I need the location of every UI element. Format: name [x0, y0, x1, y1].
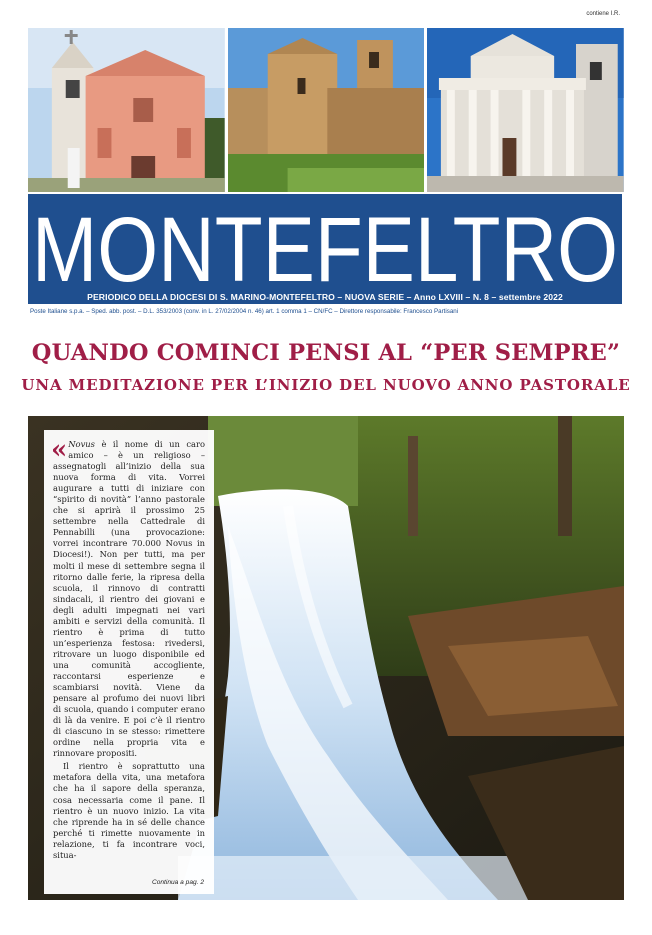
- article-body: [51, 435, 205, 861]
- article-first-word: Novus: [68, 439, 95, 449]
- drop-quote: «: [51, 435, 68, 465]
- photo-neoclassical-basilica: [427, 28, 624, 192]
- photo-strip: [28, 28, 624, 192]
- top-tag: contiene I.R.: [586, 11, 620, 17]
- masthead: [28, 194, 622, 320]
- article-paragraph-1-text: è il nome di un caro amico – è un religioso – assegnatogli all’inizio della sua nuova forma di vita. Vorrei augurare a tutti di iniziare con “spirito di novità” l’anno pastorale che si aprirà il prossimo 25 settembre nella Cattedrale di Pennabilli (una provocazione: vorrei incontrare 70.000 Novus in Diocesi!). Non per tutti, ma per molti il mese di settembre segna il ritorno dalle ferie, la ripresa della scuola, il rinnovo di contratti sindacali, il rientro dei giovani e degli adulti impegnati nei vari ambiti e servizi della comunità. Il rientro è prima di tutto un’esperienza festosa: rivedersi, ritrovare un luogo disponibile ed una comunità accogliente, raccontarsi esperienze e scambiarsi novità. Viene da pensare al profumo dei nuovi libri di scuola, quando i computer erano di là da venire. E poi c’è il rientro di ciascuno in se stesso: rimettere ordine nella propria vita e rinnovare propositi.: [53, 439, 205, 759]
- subheadline: UNA MEDITAZIONE PER L’INIZIO DEL NUOVO ANNO PASTORALE: [21, 376, 631, 394]
- masthead-title-text: MONTEFELTRO: [32, 199, 618, 290]
- article-paragraph-2: Il rientro è soprattutto una metafora della vita, una metafora che ha il sapore della speranza, cosa necessaria come il pane. Il rientro è un nuovo inizio. La vita che riprende ha in sé delle chance perché ti rimette nuovamente in relazione, ti fa incontrare voci, situa-: [53, 761, 205, 860]
- masthead-postal-info: Poste Italiane s.p.a. – Sped. abb. post. – D.L. 353/2003 (conv. in L. 27/02/2004 n. 46) art. 1 comma 1 – CN/FC – Direttore responsabile: Francesco Partisani: [28, 304, 624, 320]
- masthead-title: [28, 194, 622, 290]
- photo-romanesque-church: [228, 28, 425, 192]
- article-paragraph: [51, 435, 205, 759]
- headline: QUANDO COMINCI PENSI AL “PER SEMPRE”: [31, 340, 621, 366]
- article-box: [44, 430, 214, 894]
- photo-church-pink: [28, 28, 225, 192]
- masthead-subtitle: PERIODICO DELLA DIOCESI DI S. MARINO-MONTEFELTRO – NUOVA SERIE – Anno LXVIII – N. 8 – settembre 2022: [28, 290, 622, 304]
- continue-link[interactable]: Continua a pag. 2: [151, 879, 204, 886]
